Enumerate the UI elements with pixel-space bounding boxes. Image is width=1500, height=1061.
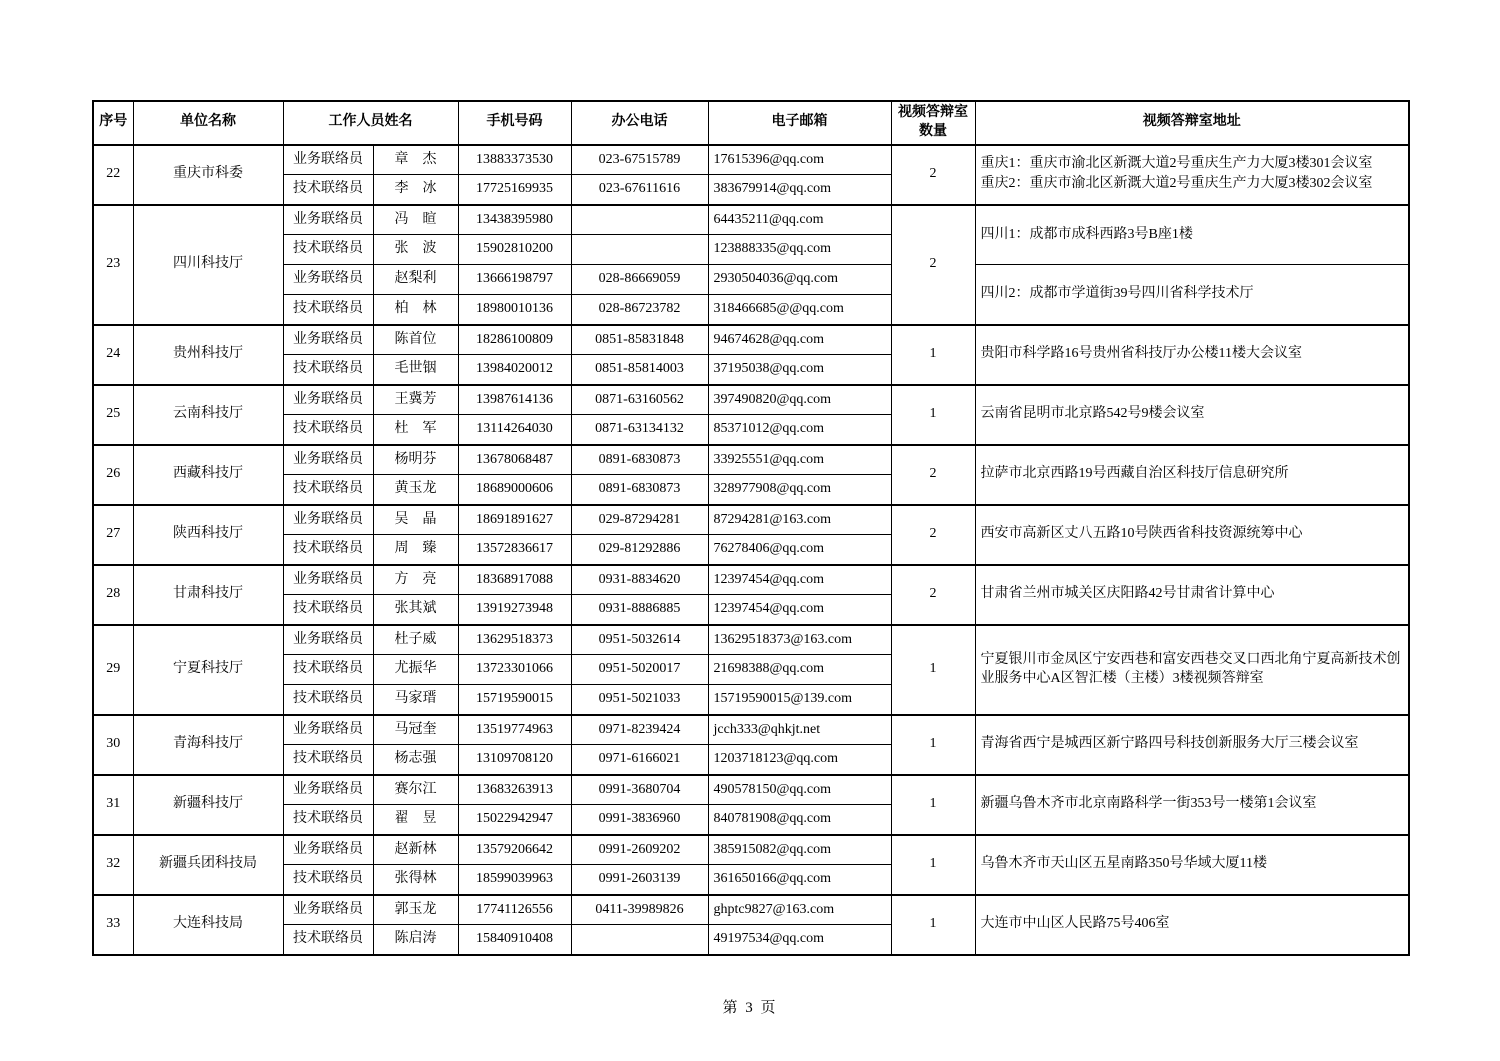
address-line: 甘肃省兰州市城关区庆阳路42号甘肃省计算中心: [980, 586, 1275, 602]
col-header-mobile: 手机号码: [458, 101, 571, 145]
col-header-unit: 单位名称: [133, 101, 283, 145]
office-phone-cell: 0991-2603139: [571, 865, 708, 895]
mobile-cell: 17725169935: [458, 175, 571, 205]
address-cell: [975, 145, 1409, 205]
email-cell: jcch333@qhkjt.net: [708, 715, 891, 745]
col-header-rooms-line2: 数量: [919, 123, 947, 139]
email-cell: 76278406@qq.com: [708, 535, 891, 565]
room-count-cell: 2: [891, 145, 975, 205]
email-cell: 361650166@qq.com: [708, 865, 891, 895]
staff-name-cell: 赛尔江: [373, 775, 458, 805]
unit-name-cell: 宁夏科技厅: [133, 625, 283, 715]
staff-role-cell: 业务联络员: [283, 625, 373, 655]
mobile-cell: 13678068487: [458, 445, 571, 475]
mobile-cell: 13109708120: [458, 745, 571, 775]
mobile-cell: 13114264030: [458, 415, 571, 445]
staff-name-cell: 翟 昱: [373, 805, 458, 835]
mobile-cell: 15902810200: [458, 235, 571, 265]
mobile-cell: 15840910408: [458, 925, 571, 955]
office-phone-cell: 028-86669059: [571, 265, 708, 295]
email-cell: 1203718123@qq.com: [708, 745, 891, 775]
staff-name-cell: 马冠奎: [373, 715, 458, 745]
room-count-cell: 1: [891, 625, 975, 715]
email-cell: ghptc9827@163.com: [708, 895, 891, 925]
office-phone-cell: 0931-8834620: [571, 565, 708, 595]
row-number-cell: 22: [93, 145, 133, 205]
staff-role-cell: 业务联络员: [283, 265, 373, 295]
office-phone-cell: 0871-63134132: [571, 415, 708, 445]
address-cell: [975, 385, 1409, 445]
email-cell: 490578150@qq.com: [708, 775, 891, 805]
room-count-cell: 1: [891, 895, 975, 955]
table-row: [93, 775, 1409, 805]
office-phone-cell: 0931-8886885: [571, 595, 708, 625]
staff-role-cell: 技术联络员: [283, 355, 373, 385]
staff-name-cell: 赵梨利: [373, 265, 458, 295]
office-phone-cell: 0971-6166021: [571, 745, 708, 775]
office-phone-cell: 023-67515789: [571, 145, 708, 175]
address-cell: [975, 625, 1409, 715]
staff-name-cell: 柏 林: [373, 295, 458, 325]
office-phone-cell: 0871-63160562: [571, 385, 708, 415]
col-header-no: 序号: [93, 101, 133, 145]
staff-name-cell: 章 杰: [373, 145, 458, 175]
mobile-cell: 15022942947: [458, 805, 571, 835]
email-cell: 17615396@qq.com: [708, 145, 891, 175]
table-body: [93, 145, 1409, 955]
row-number-cell: 26: [93, 445, 133, 505]
mobile-cell: 15719590015: [458, 685, 571, 715]
col-header-staff-name: 工作人员姓名: [283, 101, 458, 145]
mobile-cell: 18691891627: [458, 505, 571, 535]
address-cell: [975, 325, 1409, 385]
row-number-cell: 33: [93, 895, 133, 955]
address-cell: [975, 715, 1409, 775]
staff-role-cell: 业务联络员: [283, 565, 373, 595]
room-count-cell: 1: [891, 775, 975, 835]
email-cell: 840781908@qq.com: [708, 805, 891, 835]
staff-name-cell: 杜 军: [373, 415, 458, 445]
address-cell: [975, 445, 1409, 505]
mobile-cell: 13987614136: [458, 385, 571, 415]
staff-name-cell: 方 亮: [373, 565, 458, 595]
staff-role-cell: 业务联络员: [283, 835, 373, 865]
address-line: 大连市中山区人民路75号406室: [980, 916, 1170, 932]
unit-name-cell: 甘肃科技厅: [133, 565, 283, 625]
staff-role-cell: 业务联络员: [283, 445, 373, 475]
address-cell: [975, 895, 1409, 955]
mobile-cell: 13629518373: [458, 625, 571, 655]
office-phone-cell: 0891-6830873: [571, 445, 708, 475]
email-cell: 33925551@qq.com: [708, 445, 891, 475]
staff-role-cell: 业务联络员: [283, 895, 373, 925]
address-cell: [975, 835, 1409, 895]
mobile-cell: 18286100809: [458, 325, 571, 355]
email-cell: 21698388@qq.com: [708, 655, 891, 685]
staff-role-cell: 技术联络员: [283, 745, 373, 775]
col-header-rooms-line1: 视频答辩室: [898, 105, 968, 120]
staff-name-cell: 杨志强: [373, 745, 458, 775]
address-line: 重庆2：重庆市渝北区新溉大道2号重庆生产力大厦3楼302会议室: [980, 176, 1373, 192]
staff-role-cell: 技术联络员: [283, 805, 373, 835]
mobile-cell: 13883373530: [458, 145, 571, 175]
mobile-cell: 17741126556: [458, 895, 571, 925]
col-header-email: 电子邮箱: [708, 101, 891, 145]
email-cell: 94674628@qq.com: [708, 325, 891, 355]
office-phone-cell: 029-87294281: [571, 505, 708, 535]
email-cell: 12397454@qq.com: [708, 595, 891, 625]
office-phone-cell: 023-67611616: [571, 175, 708, 205]
staff-name-cell: 郭玉龙: [373, 895, 458, 925]
email-cell: 328977908@qq.com: [708, 475, 891, 505]
table-row: [93, 625, 1409, 655]
office-phone-cell: 0851-85831848: [571, 325, 708, 355]
row-number-cell: 25: [93, 385, 133, 445]
table-row: [93, 895, 1409, 925]
office-phone-cell: 0991-2609202: [571, 835, 708, 865]
staff-name-cell: 冯 暄: [373, 205, 458, 235]
mobile-cell: 13919273948: [458, 595, 571, 625]
address-line: 贵阳市科学路16号贵州省科技厅办公楼11楼大会议室: [980, 346, 1302, 362]
staff-name-cell: 杨明芬: [373, 445, 458, 475]
staff-role-cell: 技术联络员: [283, 685, 373, 715]
address-cell: [975, 205, 1409, 265]
row-number-cell: 27: [93, 505, 133, 565]
staff-name-cell: 毛世铟: [373, 355, 458, 385]
address-line: 重庆1：重庆市渝北区新溉大道2号重庆生产力大厦3楼301会议室: [980, 156, 1373, 172]
unit-name-cell: 新疆兵团科技局: [133, 835, 283, 895]
staff-role-cell: 业务联络员: [283, 505, 373, 535]
unit-name-cell: 四川科技厅: [133, 205, 283, 325]
staff-role-cell: 业务联络员: [283, 775, 373, 805]
staff-name-cell: 王冀芳: [373, 385, 458, 415]
staff-role-cell: 业务联络员: [283, 715, 373, 745]
staff-name-cell: 吴 晶: [373, 505, 458, 535]
unit-name-cell: 贵州科技厅: [133, 325, 283, 385]
mobile-cell: 13579206642: [458, 835, 571, 865]
header-row: [93, 101, 1409, 145]
office-phone-cell: 0991-3680704: [571, 775, 708, 805]
mobile-cell: 18599039963: [458, 865, 571, 895]
email-cell: 123888335@qq.com: [708, 235, 891, 265]
address-line: 宁夏银川市金凤区宁安西巷和富安西巷交叉口西北角宁夏高新技术创业服务中心A区智汇楼（主楼）3楼视频答辩室: [980, 651, 1401, 686]
mobile-cell: 13666198797: [458, 265, 571, 295]
email-cell: 385915082@qq.com: [708, 835, 891, 865]
staff-name-cell: 张 波: [373, 235, 458, 265]
mobile-cell: 13438395980: [458, 205, 571, 235]
mobile-cell: 13984020012: [458, 355, 571, 385]
email-cell: 13629518373@163.com: [708, 625, 891, 655]
email-cell: 12397454@qq.com: [708, 565, 891, 595]
staff-name-cell: 陈启涛: [373, 925, 458, 955]
col-header-office: 办公电话: [571, 101, 708, 145]
room-count-cell: 1: [891, 715, 975, 775]
office-phone-cell: 0891-6830873: [571, 475, 708, 505]
unit-name-cell: 大连科技局: [133, 895, 283, 955]
room-count-cell: 1: [891, 325, 975, 385]
address-line: 青海省西宁是城西区新宁路四号科技创新服务大厅三楼会议室: [980, 736, 1359, 752]
row-number-cell: 31: [93, 775, 133, 835]
table-row: [93, 265, 1409, 295]
unit-name-cell: 重庆市科委: [133, 145, 283, 205]
staff-role-cell: 技术联络员: [283, 235, 373, 265]
row-number-cell: 30: [93, 715, 133, 775]
unit-name-cell: 青海科技厅: [133, 715, 283, 775]
address-cell: [975, 565, 1409, 625]
email-cell: 85371012@qq.com: [708, 415, 891, 445]
staff-role-cell: 技术联络员: [283, 415, 373, 445]
staff-name-cell: 陈首位: [373, 325, 458, 355]
staff-role-cell: 技术联络员: [283, 295, 373, 325]
staff-name-cell: 张得林: [373, 865, 458, 895]
staff-name-cell: 赵新林: [373, 835, 458, 865]
email-cell: 397490820@qq.com: [708, 385, 891, 415]
staff-name-cell: 张其斌: [373, 595, 458, 625]
address-cell: [975, 505, 1409, 565]
mobile-cell: 13519774963: [458, 715, 571, 745]
address-line: 西安市高新区丈八五路10号陕西省科技资源统筹中心: [980, 526, 1303, 542]
staff-role-cell: 业务联络员: [283, 145, 373, 175]
staff-name-cell: 周 臻: [373, 535, 458, 565]
address-line: 四川2：成都市学道街39号四川省科学技术厅: [980, 286, 1254, 302]
staff-role-cell: 业务联络员: [283, 385, 373, 415]
office-phone-cell: 028-86723782: [571, 295, 708, 325]
staff-role-cell: 技术联络员: [283, 865, 373, 895]
email-cell: 87294281@163.com: [708, 505, 891, 535]
room-count-cell: 2: [891, 445, 975, 505]
col-header-rooms: [891, 101, 975, 145]
staff-name-cell: 尤振华: [373, 655, 458, 685]
col-header-address: 视频答辩室地址: [975, 101, 1409, 145]
address-cell: [975, 265, 1409, 325]
staff-role-cell: 技术联络员: [283, 655, 373, 685]
office-phone-cell: 0411-39989826: [571, 895, 708, 925]
office-phone-cell: [571, 205, 708, 235]
email-cell: 64435211@qq.com: [708, 205, 891, 235]
mobile-cell: 13572836617: [458, 535, 571, 565]
address-line: 拉萨市北京西路19号西藏自治区科技厅信息研究所: [980, 466, 1289, 482]
email-cell: 49197534@qq.com: [708, 925, 891, 955]
row-number-cell: 28: [93, 565, 133, 625]
office-phone-cell: 0951-5032614: [571, 625, 708, 655]
email-cell: 318466685@@qq.com: [708, 295, 891, 325]
address-cell: [975, 775, 1409, 835]
table-row: [93, 325, 1409, 355]
contact-table: [92, 100, 1410, 956]
office-phone-cell: 0851-85814003: [571, 355, 708, 385]
email-cell: 15719590015@139.com: [708, 685, 891, 715]
office-phone-cell: 0991-3836960: [571, 805, 708, 835]
unit-name-cell: 西藏科技厅: [133, 445, 283, 505]
staff-role-cell: 技术联络员: [283, 595, 373, 625]
table-row: [93, 445, 1409, 475]
table-row: [93, 835, 1409, 865]
mobile-cell: 18689000606: [458, 475, 571, 505]
mobile-cell: 18980010136: [458, 295, 571, 325]
staff-role-cell: 技术联络员: [283, 475, 373, 505]
staff-name-cell: 李 冰: [373, 175, 458, 205]
unit-name-cell: 陕西科技厅: [133, 505, 283, 565]
page-number: 第 3 页: [722, 1000, 778, 1016]
staff-name-cell: 黄玉龙: [373, 475, 458, 505]
email-cell: 37195038@qq.com: [708, 355, 891, 385]
table-row: [93, 715, 1409, 745]
mobile-cell: 18368917088: [458, 565, 571, 595]
row-number-cell: 29: [93, 625, 133, 715]
office-phone-cell: [571, 235, 708, 265]
unit-name-cell: 云南科技厅: [133, 385, 283, 445]
staff-role-cell: 业务联络员: [283, 325, 373, 355]
room-count-cell: 2: [891, 205, 975, 325]
office-phone-cell: 0951-5021033: [571, 685, 708, 715]
staff-name-cell: 马家瑨: [373, 685, 458, 715]
email-cell: 383679914@qq.com: [708, 175, 891, 205]
row-number-cell: 23: [93, 205, 133, 325]
office-phone-cell: 029-81292886: [571, 535, 708, 565]
room-count-cell: 1: [891, 385, 975, 445]
address-line: 云南省昆明市北京路542号9楼会议室: [980, 406, 1205, 422]
room-count-cell: 2: [891, 565, 975, 625]
room-count-cell: 1: [891, 835, 975, 895]
table-row: [93, 205, 1409, 235]
unit-name-cell: 新疆科技厅: [133, 775, 283, 835]
staff-role-cell: 业务联络员: [283, 205, 373, 235]
mobile-cell: 13723301066: [458, 655, 571, 685]
address-line: 新疆乌鲁木齐市北京南路科学一街353号一楼第1会议室: [980, 796, 1317, 812]
address-line: 乌鲁木齐市天山区五星南路350号华域大厦11楼: [980, 856, 1267, 872]
table-row: [93, 385, 1409, 415]
table-row: [93, 565, 1409, 595]
table-row: [93, 145, 1409, 175]
office-phone-cell: [571, 925, 708, 955]
table-row: [93, 505, 1409, 535]
mobile-cell: 13683263913: [458, 775, 571, 805]
staff-name-cell: 杜子威: [373, 625, 458, 655]
office-phone-cell: 0971-8239424: [571, 715, 708, 745]
row-number-cell: 24: [93, 325, 133, 385]
row-number-cell: 32: [93, 835, 133, 895]
email-cell: 2930504036@qq.com: [708, 265, 891, 295]
staff-role-cell: 技术联络员: [283, 175, 373, 205]
room-count-cell: 2: [891, 505, 975, 565]
office-phone-cell: 0951-5020017: [571, 655, 708, 685]
address-line: 四川1：成都市成科西路3号B座1楼: [980, 226, 1193, 242]
staff-role-cell: 技术联络员: [283, 535, 373, 565]
staff-role-cell: 技术联络员: [283, 925, 373, 955]
